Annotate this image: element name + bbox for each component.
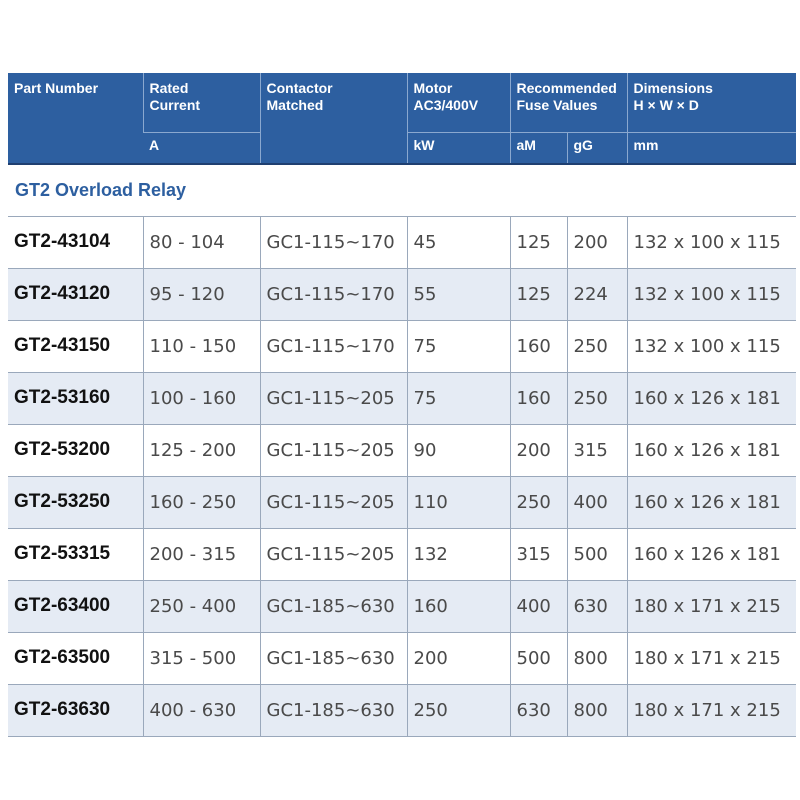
cell-dimensions: 180 x 171 x 215 [627, 632, 796, 684]
cell-fuse-gg: 200 [567, 216, 627, 268]
cell-fuse-am: 125 [510, 216, 567, 268]
section-header-body [8, 164, 796, 216]
unit-motor: kW [407, 133, 510, 165]
section-header-row [8, 164, 796, 216]
cell-fuse-am: 160 [510, 320, 567, 372]
cell-motor-kw: 55 [407, 268, 510, 320]
header-part-number-line-1: Part Number [14, 80, 99, 96]
cell-fuse-gg: 315 [567, 424, 627, 476]
table-row [8, 372, 796, 424]
cell-contactor: GC1-185~630 [260, 684, 407, 736]
cell-fuse-gg: 250 [567, 320, 627, 372]
cell-part-number: GT2-43104 [8, 216, 143, 268]
cell-rated-current: 80 - 104 [143, 216, 260, 268]
cell-fuse-am: 400 [510, 580, 567, 632]
table-row [8, 216, 796, 268]
spec-table-container [8, 73, 796, 737]
unit-dimensions: mm [627, 133, 796, 165]
table-row [8, 320, 796, 372]
cell-motor-kw: 90 [407, 424, 510, 476]
cell-contactor: GC1-115~205 [260, 372, 407, 424]
cell-part-number: GT2-53160 [8, 372, 143, 424]
cell-rated-current: 125 - 200 [143, 424, 260, 476]
header-motor-line-1: Motor [413, 80, 453, 96]
cell-fuse-am: 250 [510, 476, 567, 528]
header-contactor-matched [260, 73, 407, 164]
cell-contactor: GC1-115~170 [260, 216, 407, 268]
table-row [8, 476, 796, 528]
cell-contactor: GC1-185~630 [260, 580, 407, 632]
cell-fuse-gg: 400 [567, 476, 627, 528]
cell-part-number: GT2-63400 [8, 580, 143, 632]
cell-fuse-am: 200 [510, 424, 567, 476]
header-rated-line-2: Current [149, 97, 201, 113]
cell-rated-current: 200 - 315 [143, 528, 260, 580]
cell-part-number: GT2-43150 [8, 320, 143, 372]
cell-fuse-gg: 250 [567, 372, 627, 424]
cell-fuse-am: 315 [510, 528, 567, 580]
table-row [8, 424, 796, 476]
cell-rated-current: 315 - 500 [143, 632, 260, 684]
cell-motor-kw: 45 [407, 216, 510, 268]
cell-part-number: GT2-53315 [8, 528, 143, 580]
cell-rated-current: 160 - 250 [143, 476, 260, 528]
table-row [8, 684, 796, 736]
cell-motor-kw: 160 [407, 580, 510, 632]
header-part-number [8, 73, 143, 164]
cell-fuse-am: 500 [510, 632, 567, 684]
unit-rated-current: A [143, 133, 260, 165]
cell-contactor: GC1-115~205 [260, 528, 407, 580]
header-fuse-values [510, 73, 627, 133]
cell-motor-kw: 75 [407, 320, 510, 372]
cell-part-number: GT2-63630 [8, 684, 143, 736]
header-motor-line-2: AC3/400V [413, 97, 479, 113]
header-row-labels [8, 73, 796, 133]
cell-contactor: GC1-185~630 [260, 632, 407, 684]
table-row [8, 632, 796, 684]
overload-relay-spec-table [8, 73, 796, 737]
cell-dimensions: 132 x 100 x 115 [627, 268, 796, 320]
cell-contactor: GC1-115~170 [260, 268, 407, 320]
table-row [8, 268, 796, 320]
cell-fuse-gg: 500 [567, 528, 627, 580]
cell-fuse-gg: 224 [567, 268, 627, 320]
cell-rated-current: 400 - 630 [143, 684, 260, 736]
cell-fuse-am: 160 [510, 372, 567, 424]
cell-motor-kw: 110 [407, 476, 510, 528]
unit-fuse-gg: gG [567, 133, 627, 165]
header-motor [407, 73, 510, 133]
header-rated-line-1: Rated [149, 80, 189, 96]
cell-dimensions: 132 x 100 x 115 [627, 216, 796, 268]
table-body [8, 216, 796, 736]
header-dimensions [627, 73, 796, 133]
unit-fuse-am: aM [510, 133, 567, 165]
cell-dimensions: 160 x 126 x 181 [627, 372, 796, 424]
cell-motor-kw: 200 [407, 632, 510, 684]
cell-dimensions: 160 x 126 x 181 [627, 528, 796, 580]
cell-contactor: GC1-115~205 [260, 476, 407, 528]
cell-fuse-gg: 800 [567, 632, 627, 684]
cell-motor-kw: 250 [407, 684, 510, 736]
header-dims-line-2: H × W × D [633, 97, 699, 113]
table-header [8, 73, 796, 164]
header-fuse-line-2: Fuse Values [516, 97, 598, 113]
cell-contactor: GC1-115~205 [260, 424, 407, 476]
cell-rated-current: 250 - 400 [143, 580, 260, 632]
cell-fuse-gg: 630 [567, 580, 627, 632]
header-contactor-line-2: Matched [266, 97, 324, 113]
cell-dimensions: 160 x 126 x 181 [627, 476, 796, 528]
cell-fuse-am: 630 [510, 684, 567, 736]
cell-part-number: GT2-53250 [8, 476, 143, 528]
cell-motor-kw: 132 [407, 528, 510, 580]
cell-motor-kw: 75 [407, 372, 510, 424]
cell-dimensions: 160 x 126 x 181 [627, 424, 796, 476]
cell-fuse-am: 125 [510, 268, 567, 320]
cell-part-number: GT2-43120 [8, 268, 143, 320]
header-contactor-line-1: Contactor [266, 80, 333, 96]
cell-rated-current: 110 - 150 [143, 320, 260, 372]
header-rated-current [143, 73, 260, 133]
cell-contactor: GC1-115~170 [260, 320, 407, 372]
cell-dimensions: 180 x 171 x 215 [627, 684, 796, 736]
cell-part-number: GT2-53200 [8, 424, 143, 476]
cell-dimensions: 132 x 100 x 115 [627, 320, 796, 372]
header-fuse-line-1: Recommended [516, 80, 617, 96]
section-title: GT2 Overload Relay [8, 164, 796, 216]
table-row [8, 528, 796, 580]
cell-rated-current: 100 - 160 [143, 372, 260, 424]
cell-part-number: GT2-63500 [8, 632, 143, 684]
cell-rated-current: 95 - 120 [143, 268, 260, 320]
table-row [8, 580, 796, 632]
cell-dimensions: 180 x 171 x 215 [627, 580, 796, 632]
cell-fuse-gg: 800 [567, 684, 627, 736]
header-dims-line-1: Dimensions [633, 80, 713, 96]
